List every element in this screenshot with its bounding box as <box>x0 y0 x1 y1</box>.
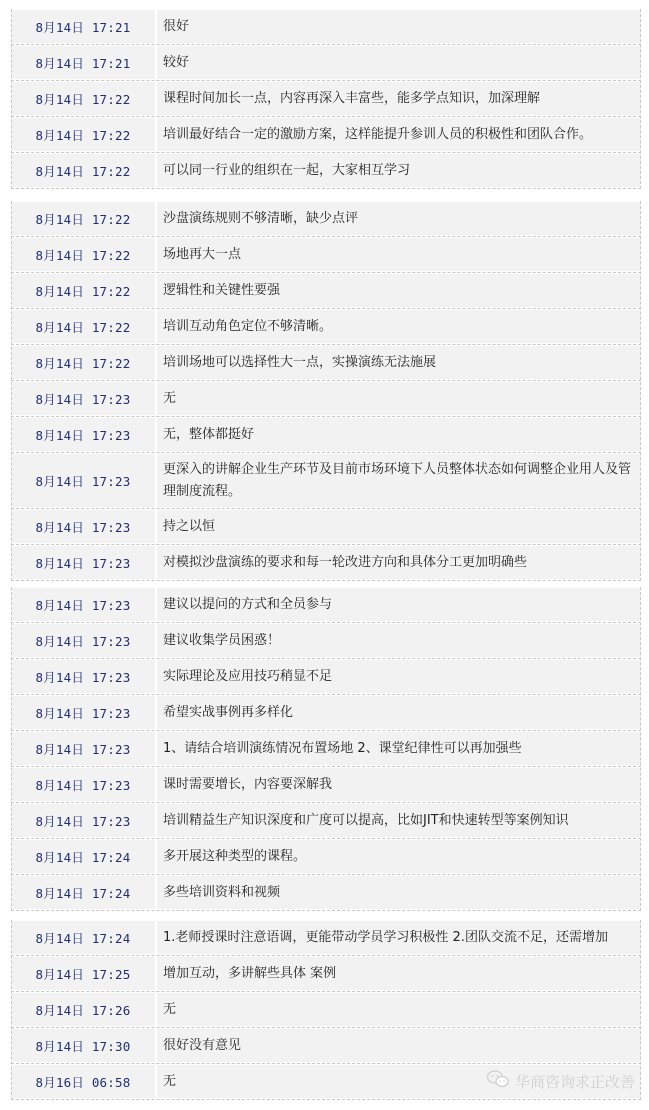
feedback-text: 逻辑性和关键性要强 <box>157 274 641 307</box>
timestamp: 8月14日 17:22 <box>11 310 155 343</box>
feedback-text: 1、请结合培训演练情况布置场地 2、课堂纪律性可以再加强些 <box>157 732 641 765</box>
feedback-text: 增加互动，多讲解些具体 案例 <box>157 957 641 990</box>
table-row <box>11 417 641 453</box>
timestamp: 8月16日 06:58 <box>11 1065 155 1098</box>
timestamp: 8月14日 17:26 <box>11 993 155 1026</box>
timestamp: 8月14日 17:30 <box>11 1029 155 1062</box>
feedback-text: 沙盘演练规则不够清晰，缺少点评 <box>157 202 641 235</box>
table-row <box>11 453 641 509</box>
feedback-block-1 <box>11 9 641 189</box>
table-row <box>11 545 641 581</box>
feedback-text: 培训互动角色定位不够清晰。 <box>157 310 641 343</box>
block-edge-right <box>640 920 641 1100</box>
timestamp: 8月14日 17:23 <box>11 546 155 579</box>
table-row <box>11 992 641 1028</box>
table-row <box>11 731 641 767</box>
timestamp: 8月14日 17:23 <box>11 804 155 837</box>
feedback-text: 对模拟沙盘演练的要求和每一轮改进方向和具体分工更加明确些 <box>157 546 641 579</box>
feedback-text: 无 <box>157 382 641 415</box>
feedback-text: 实际理论及应用技巧稍显不足 <box>157 660 641 693</box>
feedback-text: 可以同一行业的组织在一起，大家相互学习 <box>157 154 641 187</box>
feedback-text: 课程时间加长一点，内容再深入丰富些，能多学点知识，加深理解 <box>157 82 641 115</box>
table-row <box>11 509 641 545</box>
timestamp: 8月14日 17:23 <box>11 732 155 765</box>
block-edge-right <box>640 201 641 581</box>
table-row <box>11 767 641 803</box>
timestamp: 8月14日 17:22 <box>11 118 155 151</box>
feedback-text: 多开展这种类型的课程。 <box>157 840 641 873</box>
feedback-text: 更深入的讲解企业生产环节及目前市场环境下人员整体状态如何调整企业用人及管理制度流程。 <box>157 454 641 507</box>
timestamp: 8月14日 17:22 <box>11 346 155 379</box>
timestamp: 8月14日 17:25 <box>11 957 155 990</box>
feedback-text: 建议以提问的方式和全员参与 <box>157 588 641 621</box>
timestamp: 8月14日 17:22 <box>11 202 155 235</box>
feedback-text: 很好 <box>157 10 641 43</box>
timestamp: 8月14日 17:23 <box>11 510 155 543</box>
table-row <box>11 81 641 117</box>
timestamp: 8月14日 17:24 <box>11 840 155 873</box>
table-row <box>11 201 641 237</box>
block-edge-right <box>640 587 641 911</box>
timestamp: 8月14日 17:23 <box>11 382 155 415</box>
feedback-text: 建议收集学员困惑！ <box>157 624 641 657</box>
feedback-text: 培训最好结合一定的激励方案，这样能提升参训人员的积极性和团队合作。 <box>157 118 641 151</box>
feedback-text: 很好没有意见 <box>157 1029 641 1062</box>
table-row <box>11 273 641 309</box>
block-edge-right <box>640 9 641 189</box>
feedback-text: 无 <box>157 993 641 1026</box>
timestamp: 8月14日 17:21 <box>11 10 155 43</box>
feedback-text: 场地再大一点 <box>157 238 641 271</box>
feedback-text: 多些培训资料和视频 <box>157 876 641 909</box>
watermark <box>487 1070 635 1092</box>
timestamp: 8月14日 17:23 <box>11 454 155 507</box>
feedback-text: 培训场地可以选择性大一点，实操演练无法施展 <box>157 346 641 379</box>
wechat-icon <box>487 1070 515 1092</box>
table-row <box>11 956 641 992</box>
feedback-text: 无，整体都挺好 <box>157 418 641 451</box>
table-row <box>11 659 641 695</box>
block-edge-left <box>11 9 12 189</box>
block-edge-left <box>11 587 12 911</box>
feedback-text: 1.老师授课时注意语调，更能带动学员学习积极性 2.团队交流不足，还需增加 <box>157 921 641 954</box>
table-row <box>11 45 641 81</box>
table-row <box>11 309 641 345</box>
timestamp: 8月14日 17:23 <box>11 418 155 451</box>
timestamp: 8月14日 17:24 <box>11 921 155 954</box>
timestamp: 8月14日 17:24 <box>11 876 155 909</box>
table-row <box>11 237 641 273</box>
watermark-text: 华商咨询求正改善 <box>514 1072 635 1091</box>
feedback-block-3 <box>11 587 641 911</box>
feedback-text: 课时需要增长，内容要深解我 <box>157 768 641 801</box>
timestamp: 8月14日 17:23 <box>11 588 155 621</box>
feedback-text: 培训精益生产知识深度和广度可以提高，比如JIT和快速转型等案例知识 <box>157 804 641 837</box>
timestamp: 8月14日 17:22 <box>11 274 155 307</box>
timestamp: 8月14日 17:22 <box>11 154 155 187</box>
table-row <box>11 875 641 911</box>
table-row <box>11 920 641 956</box>
feedback-text: 无 <box>157 1065 641 1098</box>
feedback-text: 较好 <box>157 46 641 79</box>
timestamp: 8月14日 17:23 <box>11 696 155 729</box>
feedback-text: 希望实战事例再多样化 <box>157 696 641 729</box>
timestamp: 8月14日 17:22 <box>11 82 155 115</box>
timestamp: 8月14日 17:23 <box>11 624 155 657</box>
block-edge-left <box>11 201 12 581</box>
timestamp: 8月14日 17:23 <box>11 768 155 801</box>
table-row <box>11 381 641 417</box>
table-row <box>11 839 641 875</box>
table-row <box>11 695 641 731</box>
table-row <box>11 153 641 189</box>
timestamp: 8月14日 17:22 <box>11 238 155 271</box>
table-row <box>11 1028 641 1064</box>
timestamp: 8月14日 17:21 <box>11 46 155 79</box>
feedback-text: 持之以恒 <box>157 510 641 543</box>
table-row <box>11 117 641 153</box>
timestamp: 8月14日 17:23 <box>11 660 155 693</box>
table-row <box>11 345 641 381</box>
table-row <box>11 623 641 659</box>
table-row <box>11 9 641 45</box>
feedback-block-2 <box>11 201 641 581</box>
block-edge-left <box>11 920 12 1100</box>
table-row <box>11 803 641 839</box>
table-row <box>11 587 641 623</box>
